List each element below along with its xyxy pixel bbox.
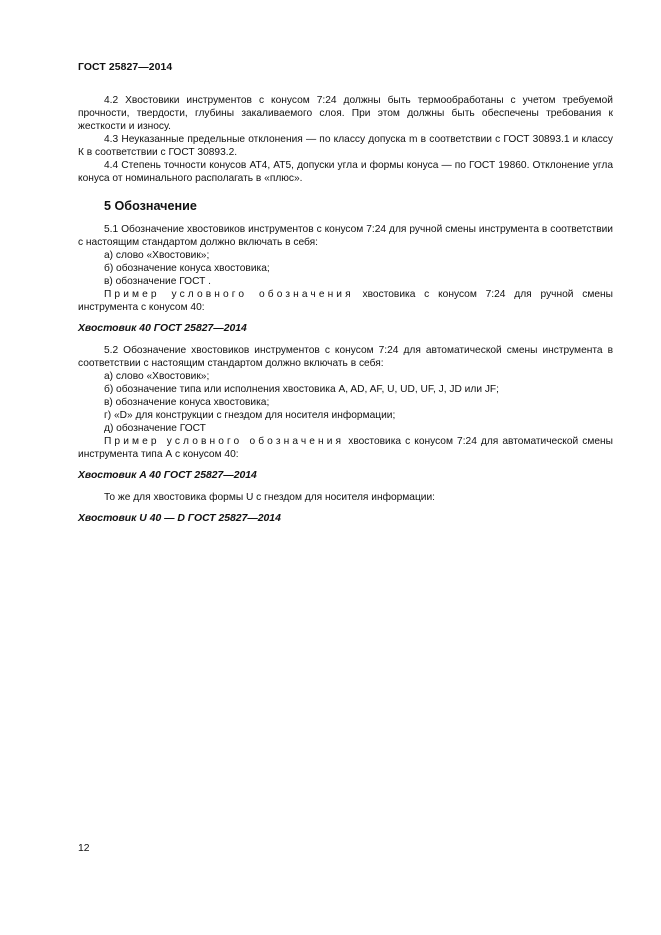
example-label: Пример условного обозначения xyxy=(104,289,354,300)
designation-example-1: Хвостовик 40 ГОСТ 25827—2014 xyxy=(78,323,247,334)
clause-5-1-item-b: б) обозначение конуса хвостовика; xyxy=(104,263,270,274)
clause-5-2-item-e: д) обозначение ГОСТ xyxy=(104,423,206,434)
clause-5-1-example xyxy=(78,288,613,314)
example-label: Пример условного обозначения xyxy=(104,436,345,447)
section-5-title: 5 Обозначение xyxy=(104,199,197,213)
same-for-form-u: То же для хвостовика формы U с гнездом для носителя информации: xyxy=(104,492,436,503)
clause-5-2-item-b: б) обозначение типа или исполнения хвостовика A, AD, AF, U, UD, UF, J, JD или JF; xyxy=(104,384,499,395)
example-text: хвостовика с конусом 7:24 для автоматической смены инструмента типа А с конусом 40: xyxy=(78,436,614,460)
designation-example-2: Хвостовик A 40 ГОСТ 25827—2014 xyxy=(78,470,257,481)
clause-5-1-item-c: в) обозначение ГОСТ . xyxy=(104,276,211,287)
clause-5-2-item-d: г) «D» для конструкции с гнездом для носителя информации; xyxy=(104,410,396,421)
page-number: 12 xyxy=(78,843,90,854)
clause-4-3: 4.3 Неуказанные предельные отклонения — по классу допуска m в соответствии с ГОСТ 30893.1 и классу К в соответствии с ГОСТ 30893.2. xyxy=(78,134,613,158)
clause-5-2-item-a: а) слово «Хвостовик»; xyxy=(104,371,210,382)
example-text: хвостовика с конусом 7:24 для ручной смены инструмента с конусом 40: xyxy=(78,289,613,313)
clause-4-4: 4.4 Степень точности конусов АТ4, АТ5, допуски угла и формы конуса — по ГОСТ 19860. Отклонение угла конуса от номинального располагать в «плюс». xyxy=(78,160,613,184)
designation-example-3: Хвостовик U 40 — D ГОСТ 25827—2014 xyxy=(78,513,281,524)
standard-header: ГОСТ 25827—2014 xyxy=(78,62,173,73)
clause-4-2: 4.2 Хвостовики инструментов с конусом 7:24 должны быть термообработаны с учетом требуемой прочности, твердости, глубины закаливаемого слоя. При этом должны быть обеспечены требования к жесткости и износу. xyxy=(78,95,613,132)
clause-5-1-intro: 5.1 Обозначение хвостовиков инструментов с конусом 7:24 для ручной смены инструмента в соответствии с настоящим стандартом должно включать в себя: xyxy=(78,224,613,248)
clause-5-2-item-c: в) обозначение конуса хвостовика; xyxy=(104,397,270,408)
clause-5-2-example xyxy=(78,435,613,461)
clause-5-2-intro: 5.2 Обозначение хвостовиков инструментов с конусом 7:24 для автоматической смены инструмента в соответствии с настоящим стандартом должно включать в себя: xyxy=(78,345,613,369)
document-body xyxy=(78,94,613,534)
clause-5-1-item-a: а) слово «Хвостовик»; xyxy=(104,250,210,261)
